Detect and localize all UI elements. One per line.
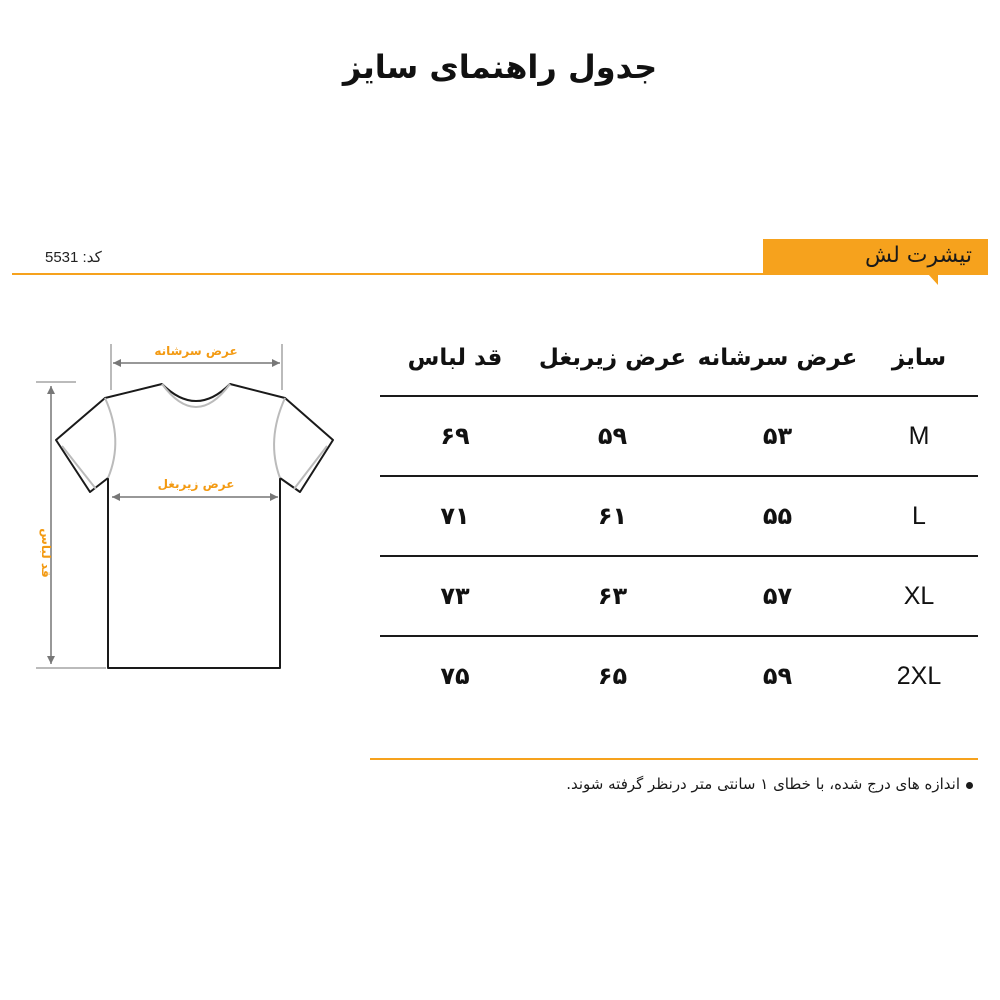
tab-notch <box>928 274 938 285</box>
header-size: سایز <box>860 320 978 396</box>
size-cell: 2XL <box>896 661 942 690</box>
shoulder-cell: ۵۷ <box>695 556 860 636</box>
product-name-tab <box>763 239 988 275</box>
product-code-label: کد: <box>82 249 102 266</box>
product-name: تیشرت لش <box>865 243 972 268</box>
shoulder-cell: ۵۳ <box>695 396 860 476</box>
length-arrow-top <box>47 386 55 394</box>
length-cell: ۷۳ <box>380 556 530 636</box>
table-row <box>380 556 978 636</box>
table-row <box>380 636 978 715</box>
note-bullet <box>966 782 973 789</box>
size-table <box>380 320 978 715</box>
length-cell: ۶۹ <box>380 396 530 476</box>
shoulder-cell: ۵۹ <box>762 662 793 690</box>
header-length: قد لباس <box>380 320 530 396</box>
tshirt-diagram <box>0 330 360 680</box>
footer-divider <box>370 758 978 760</box>
chest-cell: ۶۳ <box>530 556 695 636</box>
table-header-row <box>380 320 978 396</box>
length-cell: ۷۵ <box>440 662 470 690</box>
header-shoulder-width: عرض سرشانه <box>695 320 860 396</box>
product-code-value: 5531 <box>45 249 79 266</box>
chest-cell: ۶۱ <box>530 476 695 556</box>
chest-label: عرض زیربغل <box>157 477 235 491</box>
size-cell: XL <box>860 556 978 636</box>
header-chest-width: عرض زیربغل <box>530 320 695 396</box>
table-row <box>380 396 978 476</box>
shoulder-cell: ۵۵ <box>695 476 860 556</box>
size-cell: L <box>860 476 978 556</box>
length-label: قد لباس <box>39 528 53 578</box>
shoulder-arrow-right <box>272 359 280 367</box>
shoulder-label: عرض سرشانه <box>154 344 238 358</box>
length-cell: ۷۱ <box>380 476 530 556</box>
product-code <box>45 248 102 266</box>
tshirt-outline <box>56 384 333 668</box>
length-arrow-bottom <box>47 656 55 664</box>
table-row <box>380 476 978 556</box>
chest-cell: ۶۵ <box>597 662 628 690</box>
measurement-note: اندازه های درج شده، با خطای ۱ سانتی متر درنظر گرفته شوند. <box>566 775 960 793</box>
size-cell: M <box>860 396 978 476</box>
page-title: جدول راهنمای سایز <box>342 48 658 86</box>
shoulder-arrow-left <box>113 359 121 367</box>
chest-cell: ۵۹ <box>530 396 695 476</box>
